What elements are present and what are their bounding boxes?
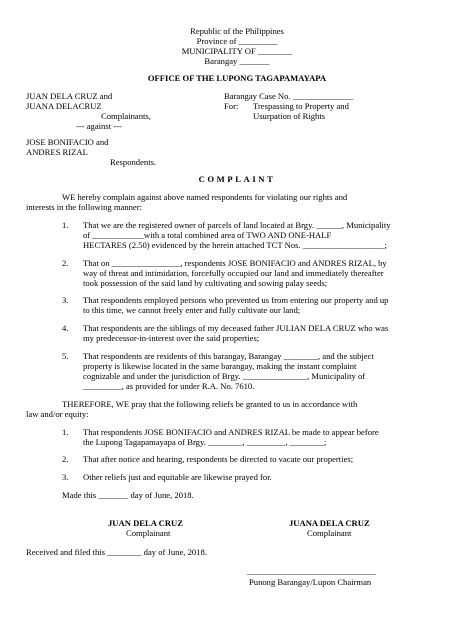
barangay-case-no: Barangay Case No. ______________ [224,91,353,101]
allegation-1-line: That we are the registered owner of parcels of land located at Brgy. ______, Municipality [83,220,391,230]
allegation-1-line: HECTARES (2.50) evidenced by the herein attached TCT Nos. ___________________; [83,240,387,250]
case-subject-line-1: Trespassing to Property and [253,101,349,111]
relief-1-line: That respondents JOSE BONIFACIO and ANDRES RIZAL be made to appear before [83,427,379,437]
header-republic: Republic of the Philippines [190,26,284,36]
allegation-5-line: _________, as provided for under R.A. No. 7610. [83,381,255,391]
made-this-line: Made this _______ day of June, 2018. [62,490,194,500]
allegation-5-line: property is likewise located in the same barangay, making the instant complaint [83,361,357,371]
header-municipality: MUNICIPALITY OF ________ [181,46,293,56]
respondents-label: Respondents. [110,157,157,167]
complainant-name-2: JUANA DELACRUZ [26,101,102,111]
allegation-3-line: That respondents employed persons who prevented us from entering our property and up [83,295,389,305]
allegation-2-line: That on ________________, respondents JOSE BONIFACIO and ANDRES RIZAL, by [83,258,387,268]
header-barangay: Barangay _______ [204,56,270,66]
relief-number: 1. [62,427,69,437]
against-label: --- against --- [76,121,122,131]
chairman-signature-line: ______________________________ [247,566,376,576]
signatory-1-name: JUAN DELA CRUZ [108,518,183,528]
prayer-line-1: THEREFORE, WE pray that the following reliefs be granted to us in accordance with [62,399,358,409]
allegation-number: 5. [62,351,69,361]
relief-number: 3. [62,472,69,482]
received-filed-line: Received and filed this ________ day of June, 2018. [26,547,207,557]
allegation-number: 1. [62,220,69,230]
complainant-name-1: JUAN DELA CRUZ and [26,91,113,101]
signatory-2-role: Complainant [307,528,352,538]
complaint-title: COMPLAINT [198,174,276,184]
respondent-name-2: ANDRES RIZAL [26,147,88,157]
prayer-line-2: law and/or equity: [26,409,89,419]
allegation-number: 4. [62,323,69,333]
office-title: OFFICE OF THE LUPONG TAGAPAMAYAPA [147,73,327,83]
allegation-4-line: my predecessor-in-interest over the said properties; [83,333,260,343]
allegation-2-line: way of threat and intimidation, forcefully occupied our land and immediately thereafter [83,268,384,278]
intro-line-1: WE hereby complain against above named respondents for violating our rights and [62,192,348,202]
complainants-label: Complainants, [101,111,151,121]
relief-2-line: That after notice and hearing, respondents be directed to vacate our properties; [83,454,354,464]
respondent-name-1: JOSE BONIFACIO and [26,137,109,147]
allegation-number: 2. [62,258,69,268]
intro-line-2: interests in the following manner: [26,202,142,212]
allegation-5-line: That respondents are residents of this barangay, Barangay ________, and the subject [83,351,374,361]
chairman-label: Punong Barangay/Lupon Chairman [249,577,372,587]
case-subject-line-2: Usurpation of Rights [253,111,326,121]
allegation-5-line: cognizable and under the jurisdiction of Brgy. _______________, Municipality of [83,371,366,381]
allegation-1-line: of ____________with a total combined area of TWO AND ONE-HALF [83,230,332,240]
signatory-2-name: JUANA DELA CRUZ [289,518,370,528]
allegation-3-line: to this time, we cannot freely enter and fully cultivate our land; [83,305,301,315]
relief-1-line: the Lupong Tagapamayapa of Brgy. ________, _________, ________; [83,437,327,447]
relief-3-line: Other reliefs just and equitable are likewise prayed for. [83,472,272,482]
relief-number: 2. [62,454,69,464]
allegation-4-line: That respondents are the siblings of my deceased father JULIAN DELA CRUZ who was [83,323,389,333]
allegation-number: 3. [62,295,69,305]
signatory-1-role: Complainant [126,528,171,538]
header-province: Province of _________ [196,36,278,46]
allegation-2-line: took possession of the said land by cultivating and sowing palay seeds; [83,278,328,288]
for-label: For: [224,101,239,111]
